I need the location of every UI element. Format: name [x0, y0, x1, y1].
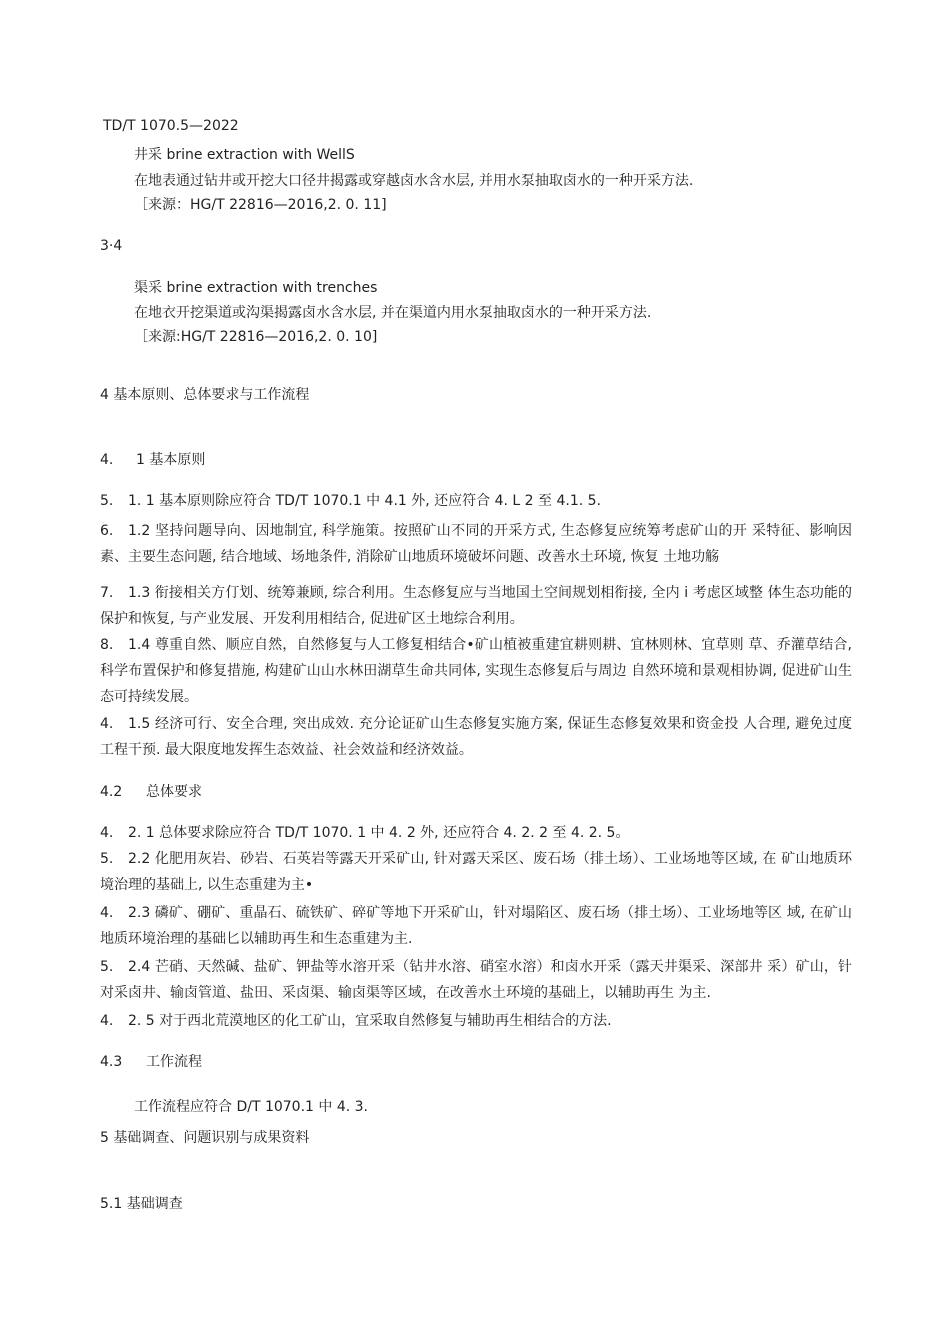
clause-text: 总体要求除应符合 TD/T 1070. 1 中 4. 2 外, 还应符合 4. 2. 2 至 4. 2. 5。 [154, 825, 630, 841]
clause-text: 尊重自然、顺应自然，自然修复与人工修复相结合•矿山植被重建宜耕则耕、宜林则林、宜草则 草、乔灌草结合, 科学布置保护和修复措施, 构建矿山山水林田湖草生命共同体, 实现生态修复后与周边 自然环境和景观相协调, 促进矿山生态可持续发展。 [100, 637, 852, 705]
workflow-text: 工作流程应符合 D/T 1070.1 中 4. 3. [134, 1099, 369, 1115]
clause-number: 5. [100, 851, 114, 867]
subsection-number: 4. [100, 452, 114, 468]
clause-number: 5. [100, 493, 114, 509]
clause-text: 对于西北荒漠地区的化工矿山，宜采取自然修复与辅助再生相结合的方法. [154, 1013, 612, 1029]
subsection-title: 1 基本原则 [136, 452, 206, 468]
section-heading: 5 基础调查、问题识别与成果资料 [100, 1130, 310, 1146]
subsection-heading [100, 1052, 202, 1072]
clause-number: 8. [100, 637, 114, 653]
clause-label: 2.3 [128, 905, 151, 921]
clause-number: 5. [100, 959, 114, 975]
term-definition: 在地表通过钻井或开挖大口径井揭露或穿越卤水含水层, 并用水泵抽取卤水的一种开采方法. [134, 173, 694, 189]
clause-text: 芒硝、天然碱、盐矿、钾盐等水溶开采（钻井水溶、硝室水溶）和卤水开采（露天井渠采、深部井 采）矿山，针对采卤井、输卤管道、盐田、采卤渠、输卤渠等区域，在改善水土环境的基础上，以辅助再生 为主. [100, 959, 852, 1001]
term-source: ［来源：HG/T 22816—2016,2. 0. 11] [134, 197, 387, 213]
clause [100, 846, 852, 898]
clause-label: 2. 5 [128, 1013, 155, 1029]
clause-number: 4. [100, 905, 114, 921]
clause-label: 1.3 [128, 585, 151, 601]
term-number: 3·4 [100, 238, 123, 254]
subsection-title: 总体要求 [146, 784, 202, 800]
clause-label: 1.4 [128, 637, 151, 653]
clause-text: 化肥用灰岩、砂岩、石英岩等露天开采矿山, 针对露天采区、废石场（排土场）、工业场地等区域, 在 矿山地质环境治理的基础上, 以生态重建为主• [100, 851, 852, 893]
term-title: 井采 brine extraction with WellS [134, 147, 355, 163]
term-source: ［来源:HG/T 22816—2016,2. 0. 10] [134, 329, 378, 345]
clause-label: 2. 1 [128, 825, 155, 841]
clause [100, 580, 852, 632]
clause-text: 坚持问题导向、因地制宜, 科学施策。按照矿山不同的开采方式, 生态修复应统筹考虑矿山的开 采特征、影响因素、主要生态问题, 结合地域、场地条件, 消除矿山地质环境破坏问题、改善水土环境, 恢复 土地功觞 [100, 523, 852, 565]
subsection-heading [100, 782, 202, 802]
subsection-number: 4.3 [100, 1054, 123, 1070]
term-title: 渠采 brine extraction with trenches [134, 280, 378, 296]
clause-number: 4. [100, 825, 114, 841]
clause-label: 1.5 [128, 716, 151, 732]
clause [100, 518, 852, 570]
subsection-heading: 5.1 基础调查 [100, 1196, 183, 1212]
clause-text: 衔接相关方仃划、统筹兼顾, 综合利用。生态修复应与当地国土空间规划相衔接, 全内 i 考虑区域整 体生态功能的保护和恢复, 与产业发展、开发利用相结合, 促进矿区土地综合利用。 [100, 585, 852, 627]
subsection-title: 工作流程 [146, 1054, 202, 1070]
clause-label: 1.2 [128, 523, 151, 539]
clause-number: 4. [100, 1013, 114, 1029]
clause [100, 1008, 852, 1034]
clause [100, 900, 852, 952]
section-heading: 4 基本原则、总体要求与工作流程 [100, 387, 310, 403]
subsection-heading [100, 450, 205, 470]
clause-label: 2.4 [128, 959, 151, 975]
clause-text: 经济可行、安全合理, 突出成效. 充分论证矿山生态修复实施方案, 保证生态修复效果和资金投 人合理, 避免过度工程干预. 最大限度地发挥生态效益、社会效益和经济效益。 [100, 716, 852, 758]
clause-text: 磷矿、硼矿、重晶石、硫铁矿、碎矿等地下开采矿山，针对塌陷区、废石场（排土场）、工业场地等区 域, 在矿山地质环境治理的基础匕以辅助再生和生态重建为主. [100, 905, 852, 947]
clause-number: 6. [100, 523, 114, 539]
term-definition: 在地衣开挖渠道或沟渠揭露卤水含水层, 并在渠道内用水泵抽取卤水的一种开采方法. [134, 305, 652, 321]
subsection-number: 4.2 [100, 784, 123, 800]
clause-label: 1. 1 [128, 493, 155, 509]
clause [100, 954, 852, 1006]
clause [100, 820, 852, 846]
clause-label: 2.2 [128, 851, 151, 867]
clause [100, 711, 852, 763]
clause-number: 4. [100, 716, 114, 732]
clause-text: 基本原则除应符合 TD/T 1070.1 中 4.1 外, 还应符合 4. L 2 至 4.1. 5. [154, 493, 602, 509]
standard-code: TD/T 1070.5—2022 [103, 118, 239, 134]
clause-number: 7. [100, 585, 114, 601]
clause [100, 488, 852, 514]
clause [100, 632, 852, 710]
